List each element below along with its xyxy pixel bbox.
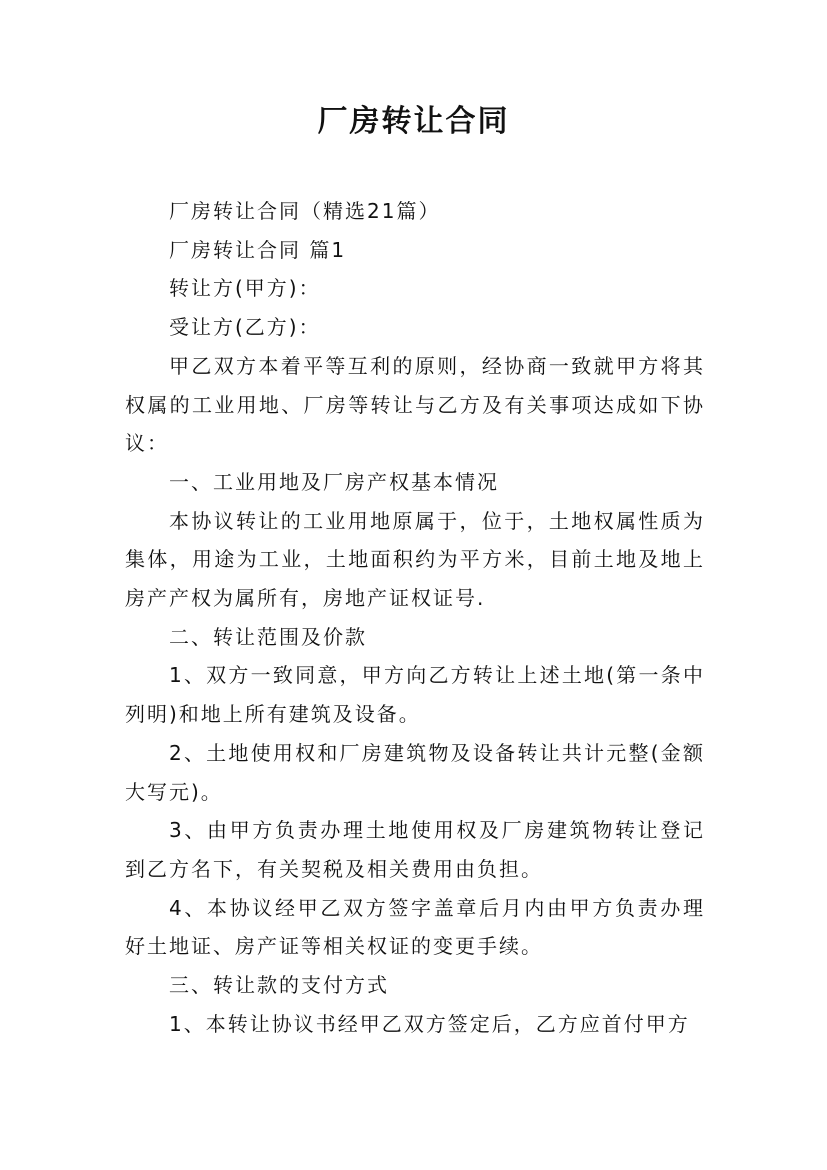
document-body <box>125 192 705 1043</box>
clause-paragraph: 3、由甲方负责办理土地使用权及厂房建筑物转让登记到乙方名下，有关契税及相关费用由负担。 <box>125 818 705 881</box>
clause-paragraph: 1、本转让协议书经甲乙双方签定后，乙方应首付甲方 <box>169 1011 690 1036</box>
clause-paragraph: 2、土地使用权和厂房建筑物及设备转让共计元整(金额大写元)。 <box>125 740 705 804</box>
clause-paragraph: 1、双方一致同意，甲方向乙方转让上述土地(第一条中列明)和地上所有建筑及设备。 <box>125 663 705 727</box>
subtitle-paragraph: 厂房转让合同（精选21篇） <box>169 199 441 223</box>
section-heading-paragraph: 厂房转让合同 篇1 <box>169 237 347 262</box>
clause-heading-2: 二、转让范围及价款 <box>169 624 367 649</box>
party-b-line: 受让方(乙方)： <box>169 315 321 340</box>
document-title: 厂房转让合同 <box>317 104 510 139</box>
preamble-paragraph: 甲乙双方本着平等互利的原则，经协商一致就甲方将其权属的工业用地、厂房等转让与乙方及有关事项达成如下协议： <box>125 353 705 456</box>
clause-heading-3: 三、转让款的支付方式 <box>169 973 389 998</box>
clause-paragraph: 本协议转让的工业用地原属于，位于，土地权属性质为集体，用途为工业，土地面积约为平方米，目前土地及地上房产产权为属所有，房地产证权证号. <box>125 508 705 611</box>
clause-paragraph: 4、本协议经甲乙双方签字盖章后月内由甲方负责办理好土地证、房产证等相关权证的变更手续。 <box>125 895 705 959</box>
clause-heading-1: 一、工业用地及厂房产权基本情况 <box>169 469 499 494</box>
party-a-line: 转让方(甲方)： <box>169 276 321 301</box>
